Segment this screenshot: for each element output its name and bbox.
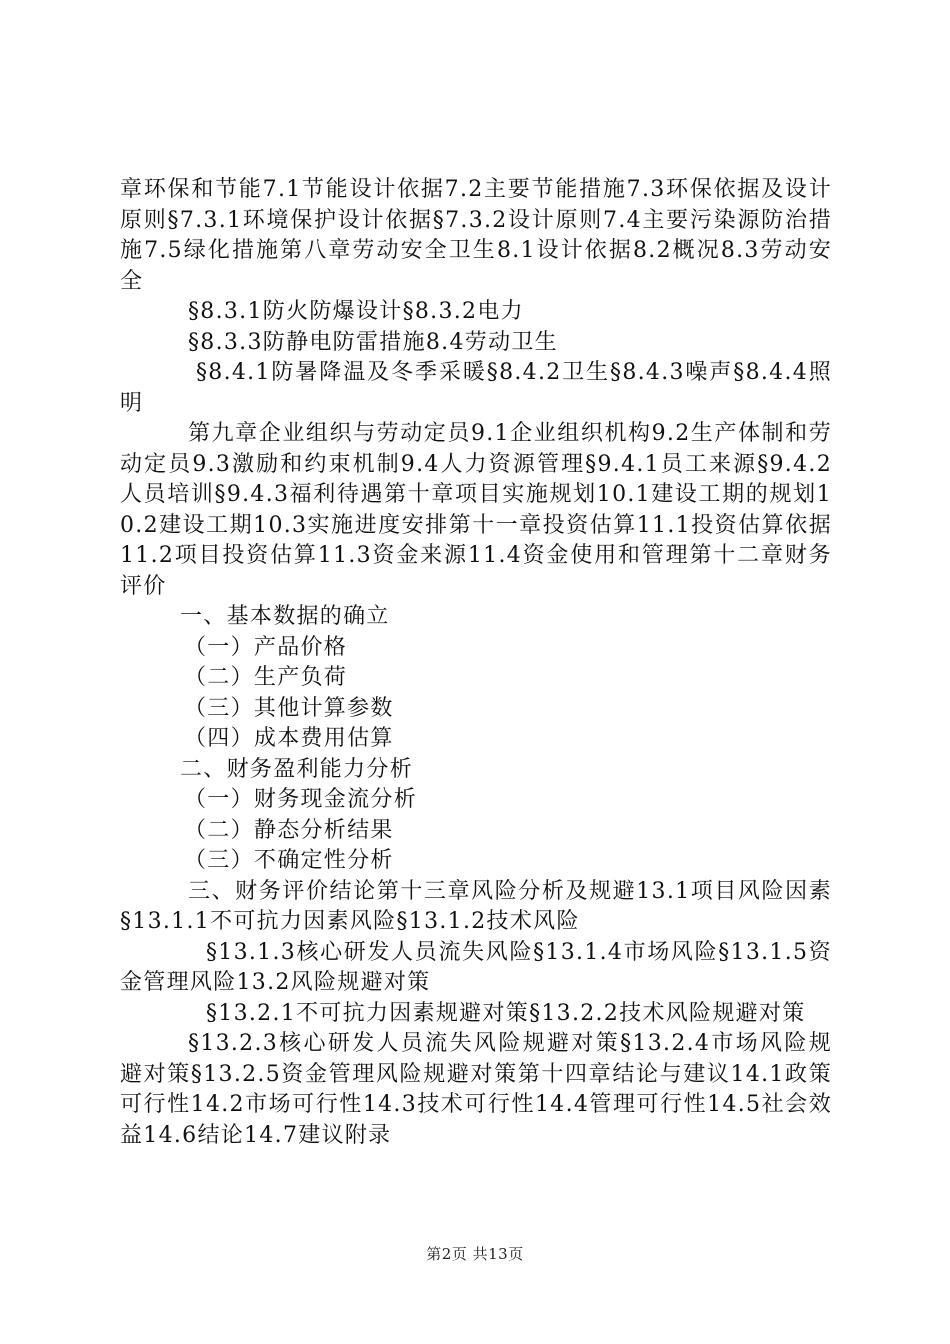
paragraph: §13.1.3核心研发人员流失风险§13.1.4市场风险§13.1.5资金管理风险13.2风险规避对策 (120, 939, 832, 995)
paragraph: 第九章企业组织与劳动定员9.1企业组织机构9.2生产体制和劳动定员9.3激励和约束机制9.4人力资源管理§9.4.1员工来源§9.4.2人员培训§9.4.3福利待遇第十章项目实施规划10.1建设工期的规划10.2建设工期10.3实施进度安排第十一章投资估算11.1投资估算依据11.2项目投资估算11.3资金来源11.4资金使用和管理第十二章财务评价 (120, 421, 832, 599)
subsection-heading: （一）财务现金流分析 (184, 787, 418, 812)
section-heading: 一、基本数据的确立 (180, 604, 390, 629)
subsection-heading: （二）生产负荷 (184, 665, 348, 690)
subsection-heading: （一）产品价格 (184, 634, 348, 660)
subsection-heading: （四）成本费用估算 (184, 726, 394, 751)
document-body (120, 175, 832, 1151)
subsection-heading: （二）静态分析结果 (184, 817, 394, 843)
section-heading: 二、财务盈利能力分析 (180, 756, 414, 782)
page-number-footer: 第2页 共13页 (426, 1245, 524, 1263)
paragraph: 章环保和节能7.1节能设计依据7.2主要节能措施7.3环保依据及设计原则§7.3.1环境保护设计依据§7.3.2设计原则7.4主要污染源防治措施7.5绿化措施第八章劳动安全卫生8.1设计依据8.2概况8.3劳动安全 (120, 177, 832, 294)
paragraph: §8.3.1防火防爆设计§8.3.2电力 (188, 299, 524, 324)
paragraph: §13.2.1不可抗力因素规避对策§13.2.2技术风险规避对策 (206, 1000, 806, 1026)
paragraph: 三、财务评价结论第十三章风险分析及规避13.1项目风险因素§13.1.1不可抗力因素风险§13.1.2技术风险 (120, 878, 832, 934)
subsection-heading: （三）不确定性分析 (184, 848, 394, 873)
paragraph: §8.3.3防静电防雷措施8.4劳动卫生 (188, 329, 558, 355)
paragraph: §8.4.1防暑降温及冬季采暖§8.4.2卫生§8.4.3噪声§8.4.4照明 (120, 360, 832, 416)
paragraph: §13.2.3核心研发人员流失风险规避对策§13.2.4市场风险规避对策§13.2.5资金管理风险规避对策第十四章结论与建议14.1政策可行性14.2市场可行性14.3技术可行性14.4管理可行性14.5社会效益14.6结论14.7建议附录 (120, 1031, 832, 1148)
subsection-heading: （三）其他计算参数 (184, 695, 394, 721)
